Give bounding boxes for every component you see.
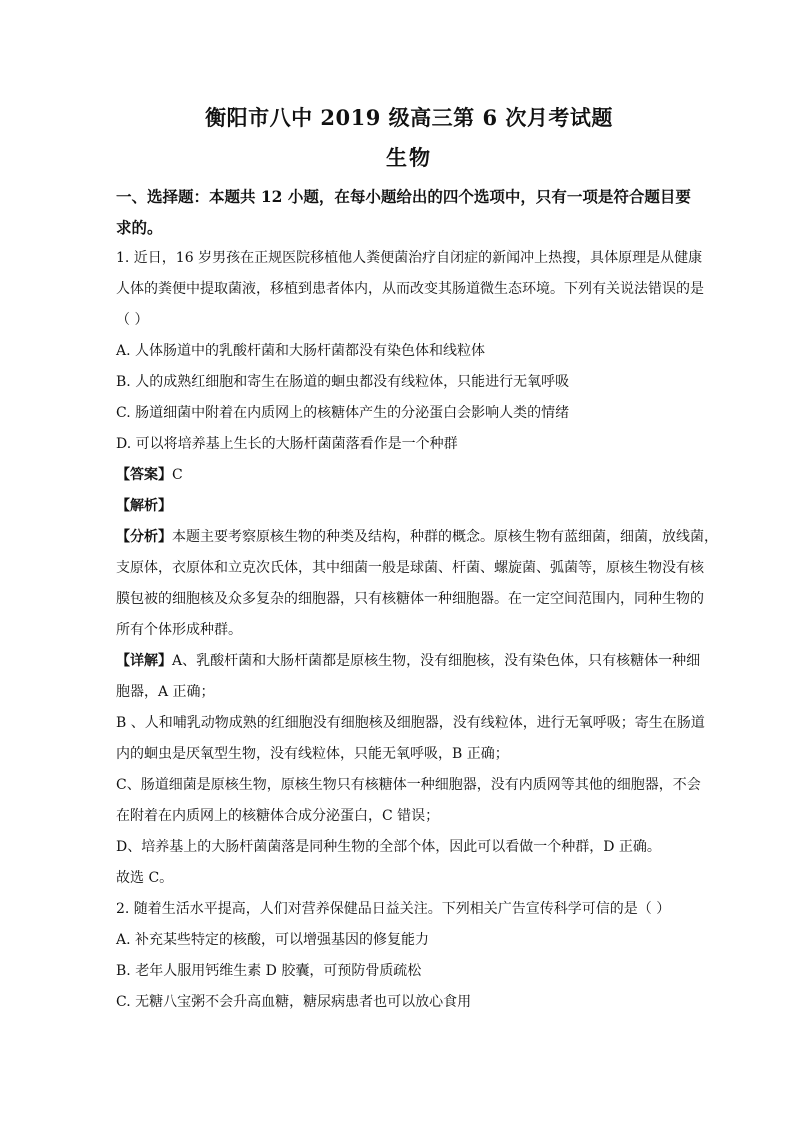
analysis-tag: 【解析】 [116,498,172,514]
q1-detail-a-text-1: A、乳酸杆菌和大肠杆菌都是原核生物，没有细胞核，没有染色体，只有核糖体一种细 [172,653,701,669]
section-heading [116,181,702,243]
q1-detail-a-line-2: 胞器，A 正确； [116,684,215,700]
q1-option-c: C. 肠道细菌中附着在内质网上的核糖体产生的分泌蛋白会影响人类的情绪 [116,405,570,421]
q1-fenxi-line-4: 所有个体形成种群。 [116,622,242,638]
q2-stem: 2. 随着生活水平提高，人们对营养保健品日益关注。下列相关广告宣传科学可信的是（ ） [116,901,671,917]
q1-option-d: D. 可以将培养基上生长的大肠杆菌菌落看作是一个种群 [116,436,458,452]
q1-detail-c [116,770,702,832]
q1-fenxi-line-2: 支原体，衣原体和立克次氏体，其中细菌一般是球菌、杆菌、螺旋菌、弧菌等，原核生物没有核 [116,560,704,576]
q2-option-b: B. 老年人服用钙维生素 D 胶囊，可预防骨质疏松 [116,963,422,979]
q1-detail-c-line-2: 在附着在内质网上的核糖体合成分泌蛋白，C 错误； [116,808,440,824]
q1-detail-b [116,708,705,770]
q1-detail-c-line-1: C、肠道细菌是原核生物，原核生物只有核糖体一种细胞器，没有内质网等其他的细胞器，不会 [116,777,701,793]
q2-option-a: A. 补充某些特定的核酸，可以增强基因的修复能力 [116,932,430,948]
answer-tag: 【答案】 [116,467,172,483]
q1-detail-a [116,646,702,708]
q1-detail-b-line-1: B 、人和哺乳动物成熟的红细胞没有细胞核及细胞器，没有线粒体，进行无氧呼吸；寄生在肠道 [116,715,705,731]
q1-stem-line-3: （ ） [116,312,149,328]
question-1 [116,243,718,894]
section-heading-line-1: 一、选择题：本题共 12 小题，在每小题给出的四个选项中，只有一项是符合题目要 [116,187,691,206]
detail-tag: 【详解】 [116,653,172,669]
q1-stem-line-2: 人体的粪便中提取菌液，移植到患者体内，从而改变其肠道微生态环境。下列有关说法错误的是 [116,281,704,297]
section-heading-line-2: 求的。 [116,218,163,237]
q1-fenxi-line-3: 膜包被的细胞核及众多复杂的细胞器，只有核糖体一种细胞器。在一定空间范围内，同种生物的 [116,591,704,607]
q2-option-c: C. 无糖八宝粥不会升高血糖，糖尿病患者也可以放心食用 [116,994,472,1010]
q1-detail-d: D、培养基上的大肠杆菌菌落是同种生物的全部个体，因此可以看做一个种群，D 正确。 [116,839,661,855]
subject-title: 生物 [386,145,432,170]
fenxi-tag: 【分析】 [116,529,172,545]
q1-answer [116,460,702,491]
q1-fenxi-line-1 [116,522,718,553]
q1-detail-b-line-2: 内的蛔虫是厌氧型生物，没有线粒体，只能无氧呼吸，B 正确； [116,746,509,762]
q1-analysis-heading [116,491,702,522]
exam-title: 衡阳市八中 2019 级高三第 6 次月考试题 [205,105,613,130]
q1-stem-line-1: 1. 近日，16 岁男孩在正规医院移植他人粪便菌治疗自闭症的新闻冲上热搜，具体原理是从健康 [116,250,703,266]
q1-detail-a-line-1 [116,646,702,677]
q1-conclusion: 故选 C。 [116,870,174,886]
answer-value: C [172,467,183,483]
question-2 [116,894,702,1018]
q1-option-b: B. 人的成熟红细胞和寄生在肠道的蛔虫都没有线粒体，只能进行无氧呼吸 [116,374,570,390]
q1-fenxi-text-1: 本题主要考察原核生物的种类及结构，种群的概念。原核生物有蓝细菌，细菌，放线菌， [172,529,718,545]
q1-option-a: A. 人体肠道中的乳酸杆菌和大肠杆菌都没有染色体和线粒体 [116,343,486,359]
q1-fenxi [116,522,718,646]
